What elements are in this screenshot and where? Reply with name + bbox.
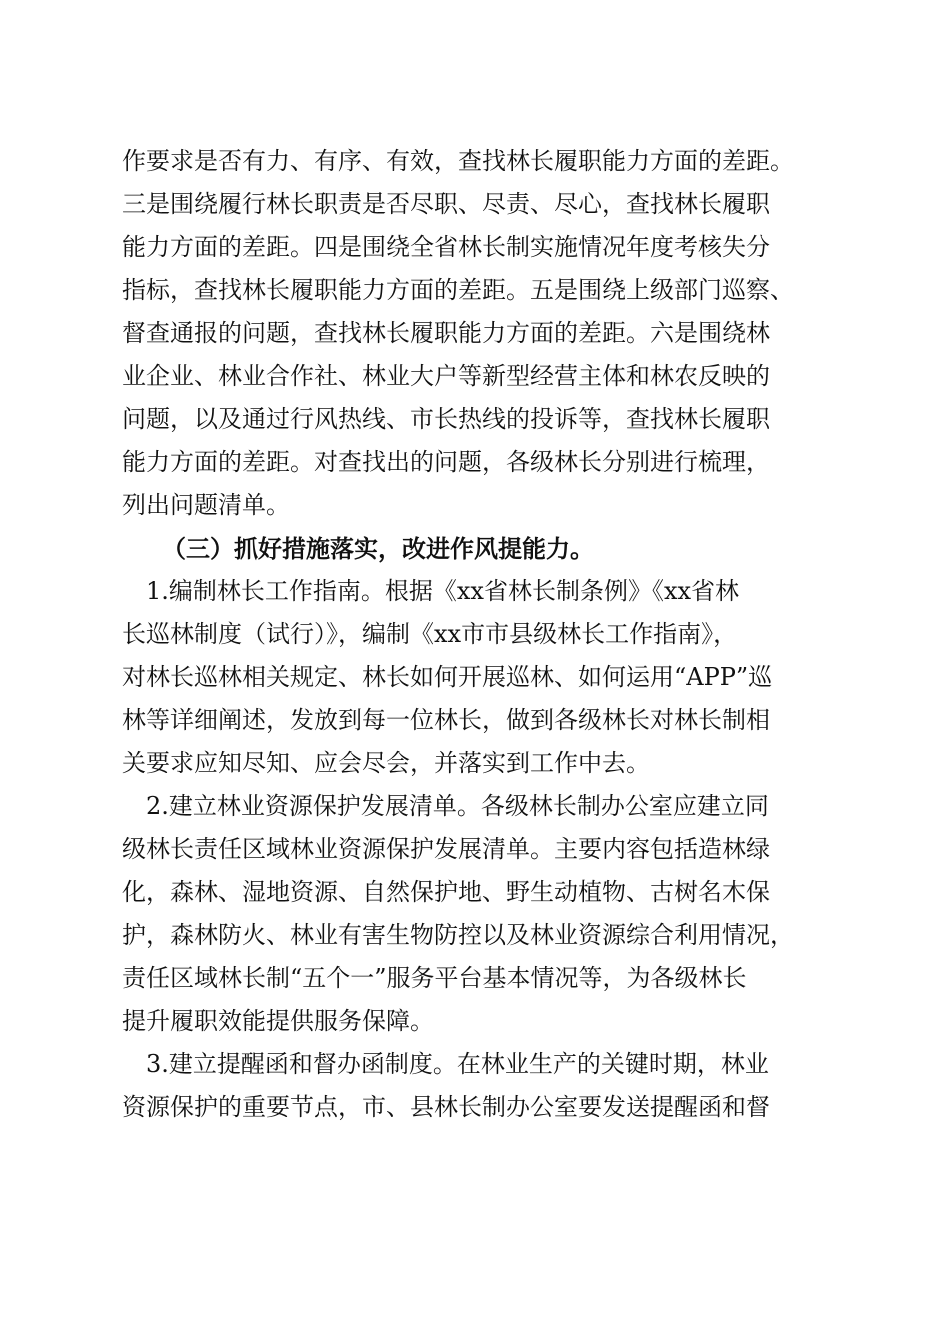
item-heading-line: 2.建立林业资源保护发展清单。各级林长制办公室应建立同 bbox=[146, 792, 769, 820]
body-line: 督查通报的问题，查找林长履职能力方面的差距。六是围绕林 bbox=[122, 319, 770, 347]
body-line: 三是围绕履行林长职责是否尽职、尽责、尽心，查找林长履职 bbox=[122, 190, 770, 218]
body-line: 长巡林制度（试行）》，编制《xx市市县级林长工作指南》， bbox=[122, 620, 738, 648]
body-line: 指标，查找林长履职能力方面的差距。五是围绕上级部门巡察、 bbox=[122, 276, 794, 304]
section-heading: （三）抓好措施落实，改进作风提能力。 bbox=[162, 534, 594, 563]
item-heading-line: 3.建立提醒函和督办函制度。在林业生产的关键时期，林业 bbox=[146, 1050, 769, 1078]
body-line: 级林长责任区域林业资源保护发展清单。主要内容包括造林绿 bbox=[122, 835, 770, 863]
item-heading-line: 1.编制林长工作指南。根据《xx省林长制条例》《xx省林 bbox=[146, 577, 740, 605]
body-line: 提升履职效能提供服务保障。 bbox=[122, 1007, 434, 1035]
body-line: 能力方面的差距。四是围绕全省林长制实施情况年度考核失分 bbox=[122, 233, 770, 261]
body-line: 护，森林防火、林业有害生物防控以及林业资源综合利用情况， bbox=[122, 921, 794, 949]
body-line: 列出问题清单。 bbox=[122, 491, 290, 519]
body-line: 林等详细阐述，发放到每一位林长，做到各级林长对林长制相 bbox=[122, 706, 770, 734]
body-line: 责任区域林长制“五个一”服务平台基本情况等，为各级林长 bbox=[122, 964, 747, 992]
body-line: 关要求应知尽知、应会尽会，并落实到工作中去。 bbox=[122, 749, 650, 777]
body-line: 化，森林、湿地资源、自然保护地、野生动植物、古树名木保 bbox=[122, 878, 770, 906]
body-line: 资源保护的重要节点，市、县林长制办公室要发送提醒函和督 bbox=[122, 1093, 770, 1121]
body-line: 问题，以及通过行风热线、市长热线的投诉等，查找林长履职 bbox=[122, 405, 770, 433]
body-line: 对林长巡林相关规定、林长如何开展巡林、如何运用“APP”巡 bbox=[122, 663, 773, 691]
document-body bbox=[122, 140, 842, 1129]
body-line: 作要求是否有力、有序、有效，查找林长履职能力方面的差距。 bbox=[122, 147, 794, 175]
body-line: 能力方面的差距。对查找出的问题，各级林长分别进行梳理， bbox=[122, 448, 770, 476]
body-line: 业企业、林业合作社、林业大户等新型经营主体和林农反映的 bbox=[122, 362, 770, 390]
